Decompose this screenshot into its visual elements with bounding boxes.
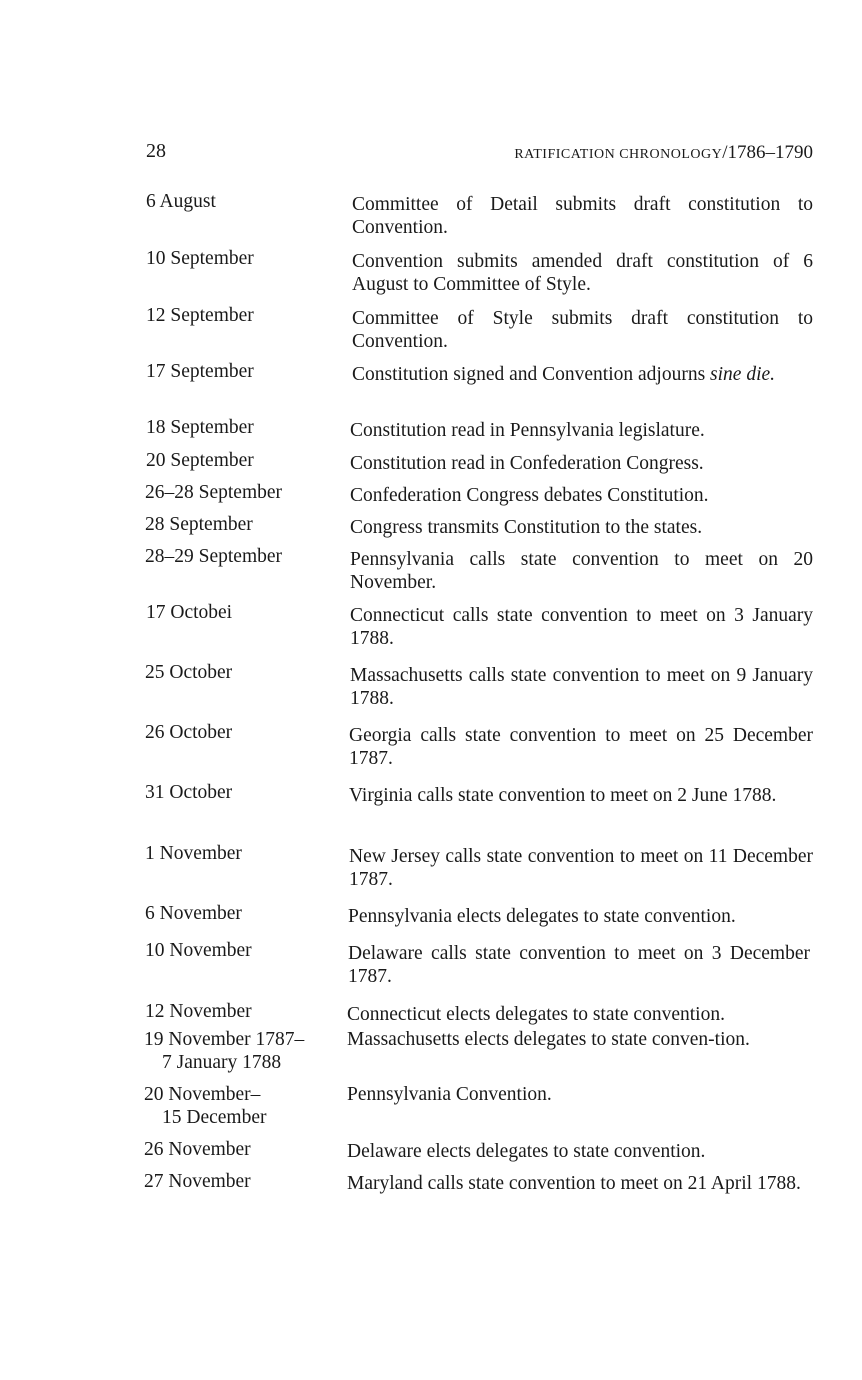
entry-text: Massachusetts elects delegates to state conven-tion. [347, 1029, 750, 1050]
entry-date: 1 November [145, 843, 242, 864]
entry-date: 25 October [145, 662, 233, 683]
entry-text: Delaware elects delegates to state convention. [347, 1141, 706, 1162]
entry-date: 10 November [145, 940, 252, 961]
entry-date: 27 November [144, 1171, 251, 1192]
entry-text: Connecticut calls state convention to meet on 3 January 1788. [350, 605, 813, 649]
entry-text: Convention submits amended draft constitution of 6 August to Committee of Style. [352, 251, 813, 295]
entry-date: 17 Octobei [146, 602, 233, 623]
entry-text: Pennsylvania calls state convention to meet on 20 November. [350, 549, 813, 593]
page-number: 28 [146, 140, 166, 162]
entry-date [144, 1028, 344, 1074]
entry-date: 6 November [145, 903, 242, 924]
entry-text: Confederation Congress debates Constitution. [350, 485, 709, 506]
entry-date: 17 September [146, 361, 254, 382]
running-head-title: RATIFICATION CHRONOLOGY [514, 147, 723, 162]
entry-date-line2: 7 January 1788 [162, 1052, 282, 1073]
entry-text: Pennsylvania elects delegates to state convention. [348, 906, 736, 927]
entry-text: Pennsylvania Convention. [347, 1084, 552, 1105]
entry-date: 10 September [146, 248, 254, 269]
entry-date: 6 August [146, 191, 216, 212]
entry-date: 12 September [146, 305, 254, 326]
entry-text: New Jersey calls state convention to meet on 11 December 1787. [349, 846, 813, 890]
entry-date: 26 October [145, 722, 233, 743]
entry-text: Delaware calls state convention to meet on 3 December 1787. [348, 943, 810, 987]
entry-text: Connecticut elects delegates to state convention. [347, 1004, 725, 1025]
running-head-years: /1786–1790 [722, 142, 813, 163]
entry-text: Massachusetts calls state convention to meet on 9 January 1788. [350, 665, 813, 709]
entry-date: 12 November [145, 1001, 252, 1022]
entry-text: Constitution read in Confederation Congress. [350, 453, 704, 474]
running-head [514, 141, 813, 167]
entry-text: Constitution read in Pennsylvania legislature. [350, 420, 705, 441]
entry-date-line1: 20 November– [144, 1084, 261, 1105]
entry-text: Maryland calls state convention to meet on 21 April 1788. [347, 1173, 801, 1194]
entry-date: 31 October [145, 782, 233, 803]
entry-text [352, 363, 813, 386]
entry-text-roman: Constitution signed and Convention adjourns [352, 364, 706, 385]
entry-text: Committee of Style submits draft constitution to Convention. [352, 308, 813, 352]
entry-date [144, 1083, 344, 1129]
entry-date-line2: 15 December [162, 1107, 267, 1128]
entry-date: 28–29 September [145, 546, 283, 567]
entry-text: Congress transmits Constitution to the states. [350, 517, 703, 538]
entry-text: Georgia calls state convention to meet on 25 December 1787. [349, 725, 813, 769]
entry-date: 28 September [145, 514, 253, 535]
entry-date-line1: 19 November 1787– [144, 1029, 305, 1050]
entry-date: 26 November [144, 1139, 251, 1160]
entry-date: 18 September [146, 417, 254, 438]
entry-date: 20 September [146, 450, 254, 471]
entry-text: Virginia calls state convention to meet on 2 June 1788. [349, 785, 777, 806]
entry-date: 26–28 September [145, 482, 283, 503]
entry-text-italic: sine die. [710, 364, 776, 385]
entry-text: Committee of Detail submits draft constitution to Convention. [352, 194, 813, 238]
